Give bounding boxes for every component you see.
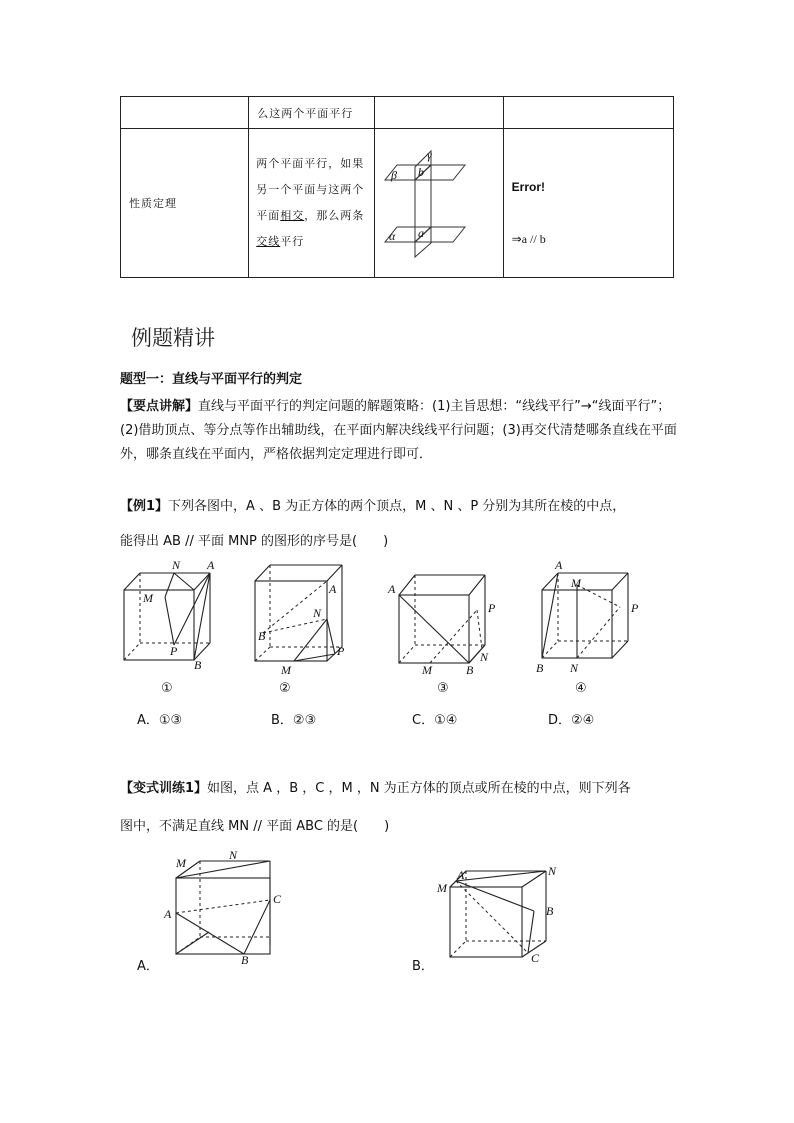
- fig4-label-M: M: [571, 576, 581, 590]
- figB-label-B: B: [546, 904, 554, 918]
- figB-label-A: A: [457, 868, 465, 882]
- figB-label-M: M: [437, 881, 447, 895]
- fig2-label-P: P: [337, 644, 345, 658]
- option-c[interactable]: C．①④: [412, 713, 458, 728]
- fig3-label-A: A: [388, 582, 396, 596]
- fig1-label-B: B: [194, 658, 202, 672]
- table-cell: [121, 129, 249, 278]
- statement-underlined: 交线: [256, 235, 281, 248]
- variant-option-a[interactable]: A．: [137, 959, 159, 974]
- fig1-label-P: P: [170, 644, 178, 658]
- table-row: [121, 97, 674, 129]
- figB-label-C: C: [531, 951, 540, 965]
- fig2-label-N: N: [313, 606, 322, 620]
- label-b: b: [418, 165, 425, 179]
- fig4-label-P: P: [631, 601, 639, 615]
- section-title: 例题精讲: [131, 326, 215, 350]
- fig1-label-N: N: [172, 558, 181, 572]
- table-cell: [503, 97, 673, 129]
- label-beta: β: [391, 168, 398, 182]
- label-gamma: γ: [427, 148, 433, 162]
- fig1-label-M: M: [143, 591, 153, 605]
- table-cell: [503, 129, 673, 278]
- figure-number: ②: [279, 681, 291, 696]
- example1-figures: [110, 555, 670, 680]
- fig4-label-B: B: [536, 661, 544, 675]
- option-a[interactable]: A．①③: [137, 713, 183, 728]
- statement-part: ，那么两条: [304, 209, 365, 222]
- variant1-text: [120, 770, 680, 846]
- result-text: ⇒a // b: [511, 232, 546, 246]
- statement-part: 平行: [280, 235, 305, 248]
- variant1-figures: [150, 845, 610, 970]
- type1-heading: 题型一：直线与平面平行的判定: [120, 372, 303, 387]
- parallel-planes-figure: [375, 129, 503, 274]
- key-points-tag: 【要点讲解】: [120, 399, 199, 414]
- fig3-label-M: M: [422, 663, 432, 677]
- error-text: Error!: [511, 180, 545, 194]
- fig2-label-M: M: [281, 663, 291, 677]
- figA-label-M: M: [176, 856, 186, 870]
- fig2-label-A: A: [329, 582, 337, 596]
- row1-text: 么这两个平面平行: [257, 106, 354, 120]
- table-cell: [121, 97, 249, 129]
- table-cell: [375, 97, 503, 129]
- option-b[interactable]: B．②③: [271, 713, 317, 728]
- label-a: a: [418, 226, 425, 240]
- theorem-name: 性质定理: [129, 197, 177, 210]
- fig1-label-A: A: [207, 558, 215, 572]
- label-alpha: α: [389, 229, 396, 243]
- fig2-label-B: B: [258, 629, 266, 643]
- figA-label-A: A: [164, 907, 172, 921]
- figure-number: ③: [437, 681, 449, 696]
- property-table: [120, 96, 674, 278]
- table-cell: [249, 129, 375, 278]
- fig3-label-B: B: [466, 663, 474, 677]
- statement-part: 两个平面平行，如果另一个平面与这两个平面: [256, 157, 365, 222]
- fig3-label-N: N: [480, 650, 489, 664]
- theorem-statement: [249, 151, 374, 255]
- variant1-tag: 【变式训练1】: [120, 781, 208, 796]
- example1-line1: 下列各图中，A 、B 为正方体的两个顶点，M 、N 、P 分别为其所在棱的中点，: [168, 499, 626, 514]
- figure-number: ①: [161, 681, 173, 696]
- key-points: [120, 395, 678, 467]
- example1-line2: 能得出 AB // 平面 MNP 的图形的序号是( ): [120, 534, 389, 549]
- figA-label-B: B: [241, 953, 249, 967]
- table-row: [121, 129, 674, 278]
- figA-label-N: N: [229, 848, 238, 862]
- fig3-label-P: P: [488, 601, 496, 615]
- figB-label-N: N: [548, 864, 557, 878]
- figA-label-C: C: [273, 892, 282, 906]
- figure-number: ④: [575, 681, 587, 696]
- statement-underlined: 相交: [280, 209, 305, 222]
- fig4-label-A: A: [555, 558, 563, 572]
- fig4-label-N: N: [570, 661, 579, 675]
- variant1-line2: 图中，不满足直线 MN // 平面 ABC 的是( ): [120, 819, 390, 834]
- example1-text: [120, 489, 680, 559]
- table-cell: [249, 97, 375, 129]
- variant-option-b[interactable]: B．: [412, 959, 434, 974]
- option-d[interactable]: D．②④: [548, 713, 595, 728]
- table-cell: [375, 129, 503, 278]
- variant1-line1: 如图，点 A ，B ，C ，M ，N 为正方体的顶点或所在棱的中点，则下列各: [207, 781, 631, 796]
- example1-tag: 【例1】: [120, 499, 169, 514]
- key-points-text: 直线与平面平行的判定问题的解题策略：(1)主旨思想：“线线平行”→“线面平行”；(2)借助顶点、等分点等作出辅助线，在平面内解决线线平行问题；(3)再交代清楚哪条直线在平面外，哪条直线在平面内，严格依据判定定理进行即可．: [120, 399, 677, 462]
